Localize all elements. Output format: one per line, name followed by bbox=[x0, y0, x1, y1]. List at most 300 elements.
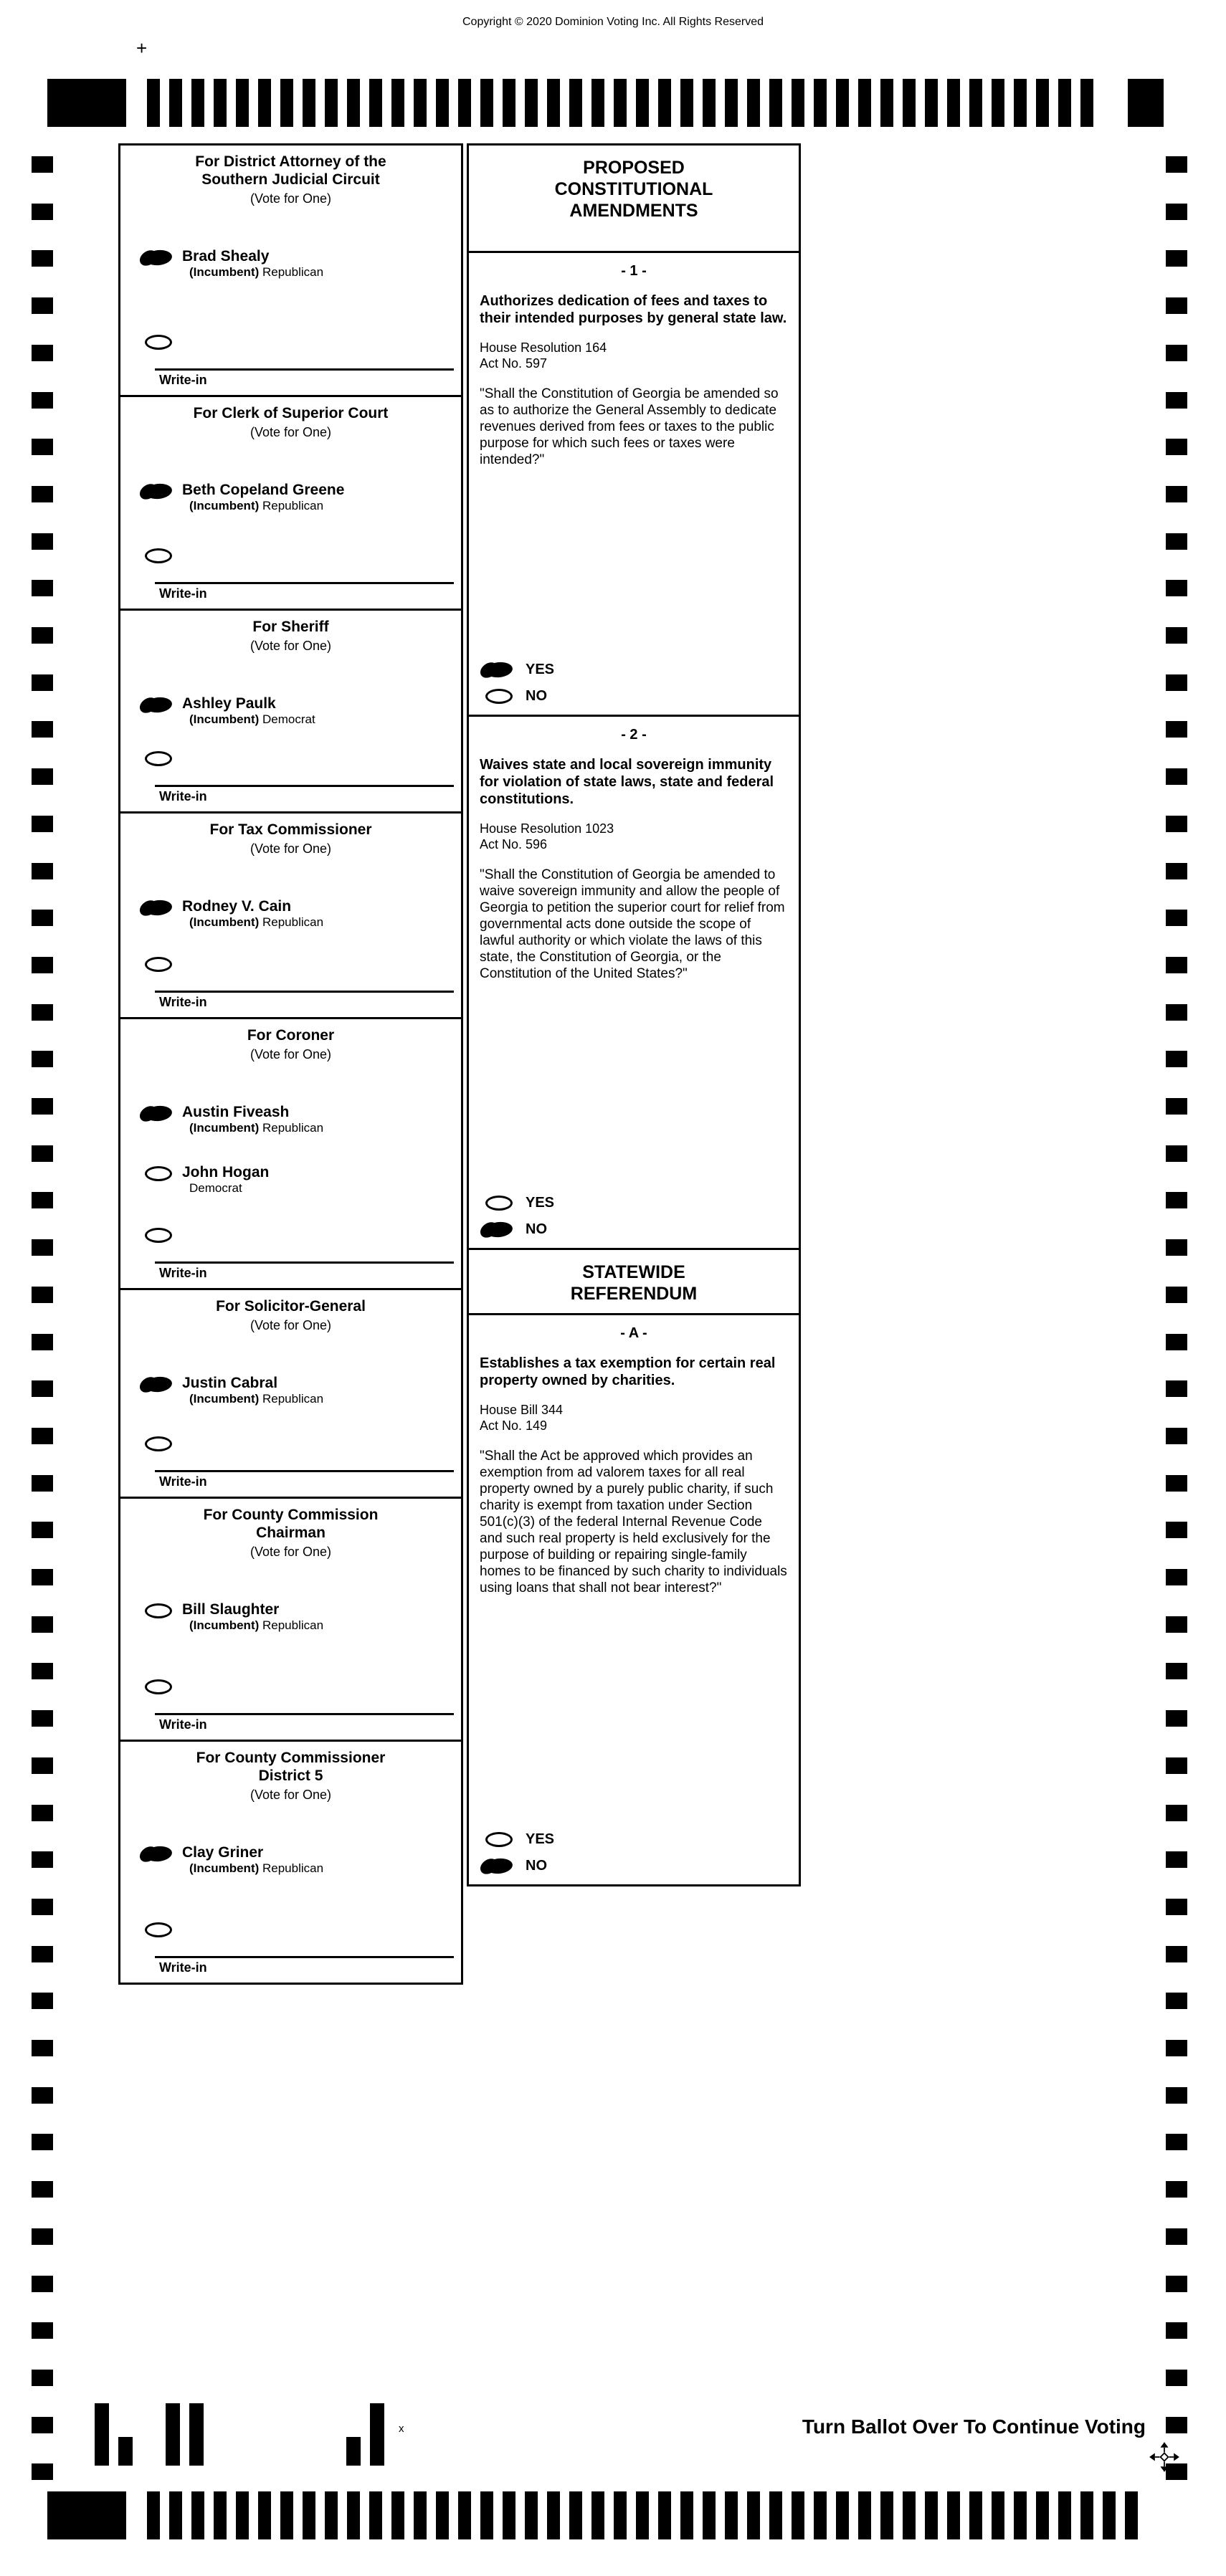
turn-ballot-over-notice: Turn Ballot Over To Continue Voting bbox=[802, 2415, 1146, 2438]
timing-bar bbox=[503, 79, 515, 127]
measure-box bbox=[467, 251, 801, 717]
timing-bar bbox=[992, 2491, 1004, 2539]
registration-cross-icon bbox=[1149, 2441, 1180, 2473]
contest-title: For Coroner bbox=[247, 1027, 335, 1044]
measure-summary: Authorizes dedication of fees and taxes to their intended purposes by general state law. bbox=[480, 293, 787, 326]
yes-label: YES bbox=[526, 1831, 555, 1847]
contest-title: For Solicitor-General bbox=[216, 1298, 366, 1315]
bottom-timing-marks bbox=[0, 2491, 1226, 2539]
measure-question: "Shall the Constitution of Georgia be amended to waive sovereign immunity and allow the people of Georgia to petition the superior court for relief from governmental acts done outside the scope of lawful authority or which violate the laws of this state, the Constitution of Georgia, or the Constitution of the United States?" bbox=[480, 867, 785, 981]
measure-summary: Waives state and local sovereign immunity for violation of state laws, state and federal constitutions. bbox=[480, 757, 774, 807]
timing-bar bbox=[836, 79, 849, 127]
candidate-name: Ashley Paulk bbox=[182, 695, 276, 712]
timing-bar bbox=[992, 79, 1004, 127]
write-in-line[interactable] bbox=[155, 1956, 454, 1958]
write-in-line[interactable] bbox=[155, 368, 454, 371]
empty-vote-oval[interactable] bbox=[145, 548, 172, 563]
write-in-label: Write-in bbox=[159, 995, 207, 1009]
timing-square bbox=[1166, 721, 1187, 738]
timing-bar bbox=[636, 2491, 649, 2539]
contest-title: Southern Judicial Circuit bbox=[201, 171, 380, 188]
measure-reference-line: House Bill 344 bbox=[480, 1403, 564, 1417]
candidate-party: (Incumbent) Republican bbox=[189, 915, 324, 929]
timing-bar bbox=[280, 2491, 293, 2539]
timing-bar bbox=[391, 2491, 404, 2539]
empty-vote-oval[interactable] bbox=[145, 751, 172, 766]
timing-square bbox=[1166, 1522, 1187, 1538]
timing-square bbox=[1166, 580, 1187, 596]
timing-bar bbox=[414, 2491, 427, 2539]
timing-square bbox=[1166, 1004, 1187, 1021]
timing-square bbox=[1166, 1899, 1187, 1915]
candidate-party: (Incumbent) Republican bbox=[189, 499, 324, 512]
timing-square bbox=[1166, 768, 1187, 785]
timing-square bbox=[32, 1522, 53, 1538]
timing-bar bbox=[636, 79, 649, 127]
filled-vote-oval[interactable] bbox=[144, 899, 173, 917]
no-label: NO bbox=[526, 1858, 547, 1874]
timing-square bbox=[32, 486, 53, 502]
filled-vote-oval[interactable] bbox=[144, 1375, 173, 1393]
candidate-party: (Incumbent) Republican bbox=[189, 1392, 324, 1406]
timing-square bbox=[32, 1946, 53, 1962]
timing-square bbox=[1166, 439, 1187, 455]
contest-title: Chairman bbox=[256, 1525, 325, 1541]
timing-square bbox=[1166, 1993, 1187, 2009]
measure-reference bbox=[480, 340, 788, 371]
timing-square bbox=[32, 721, 53, 738]
timing-square bbox=[32, 910, 53, 926]
timing-bar bbox=[391, 79, 404, 127]
empty-vote-oval[interactable] bbox=[145, 1166, 172, 1181]
write-in-section bbox=[145, 1412, 454, 1489]
contest-box bbox=[118, 1017, 463, 1290]
incumbent-tag: (Incumbent) bbox=[189, 712, 262, 726]
timing-bar bbox=[1080, 79, 1093, 127]
contest-header bbox=[120, 1742, 461, 1803]
corner-x-mark: x bbox=[399, 2423, 404, 2435]
contest-box bbox=[118, 1740, 463, 1985]
vote-for-instruction: (Vote for One) bbox=[250, 841, 332, 856]
timing-bar bbox=[480, 2491, 493, 2539]
timing-square bbox=[32, 1616, 53, 1633]
timing-bar bbox=[769, 79, 782, 127]
timing-square bbox=[32, 2181, 53, 2198]
filled-vote-oval[interactable] bbox=[144, 482, 173, 500]
incumbent-tag: (Incumbent) bbox=[189, 1618, 262, 1632]
timing-bar bbox=[969, 2491, 982, 2539]
timing-square bbox=[1166, 2370, 1187, 2386]
timing-square bbox=[1166, 627, 1187, 644]
timing-square bbox=[32, 439, 53, 455]
measure-question: "Shall the Act be approved which provides an exemption from ad valorem taxes for all real property owned by a purely public charity, if such charity is exempt from taxation under Section 501(c)(3) of the federal Internal Revenue Code and such real property is held exclusively for the purpose of building or repairing single-family homes to be financed by such charity to individuals using loans that shall not bear interest?" bbox=[480, 1449, 787, 1595]
timing-square bbox=[1166, 1287, 1187, 1303]
empty-vote-oval[interactable] bbox=[485, 1832, 513, 1847]
write-in-line[interactable] bbox=[155, 1713, 454, 1715]
timing-square bbox=[32, 1334, 53, 1350]
candidate-party: (Incumbent) Republican bbox=[189, 1618, 324, 1632]
timing-square bbox=[32, 2370, 53, 2386]
measure-reference bbox=[480, 821, 788, 852]
timing-square bbox=[32, 674, 53, 691]
timing-square bbox=[1166, 345, 1187, 361]
timing-bar bbox=[325, 2491, 338, 2539]
section-header bbox=[467, 1248, 801, 1315]
timing-bar bbox=[280, 79, 293, 127]
write-in-line[interactable] bbox=[155, 1261, 454, 1264]
timing-square bbox=[32, 204, 53, 220]
write-in-line[interactable] bbox=[155, 991, 454, 993]
empty-vote-oval[interactable] bbox=[145, 1679, 172, 1694]
timing-square bbox=[32, 2040, 53, 2056]
section-header-line: STATEWIDE bbox=[582, 1262, 685, 1282]
candidate-party: Democrat bbox=[189, 1181, 242, 1195]
timing-square bbox=[1166, 1098, 1187, 1115]
timing-square bbox=[1166, 1051, 1187, 1067]
timing-bar bbox=[880, 2491, 893, 2539]
yes-row bbox=[485, 1831, 788, 1848]
candidate-row bbox=[145, 1104, 461, 1135]
timing-bar bbox=[147, 2491, 160, 2539]
filled-vote-oval[interactable] bbox=[485, 661, 513, 679]
timing-square bbox=[32, 1663, 53, 1679]
timing-square bbox=[1166, 2134, 1187, 2150]
measure-reference-line: House Resolution 164 bbox=[480, 340, 607, 355]
timing-square bbox=[32, 768, 53, 785]
incumbent-tag: (Incumbent) bbox=[189, 1121, 262, 1135]
candidate-info bbox=[182, 898, 323, 930]
timing-bar bbox=[747, 2491, 760, 2539]
yes-label: YES bbox=[526, 1195, 555, 1211]
section-header-line: CONSTITUTIONAL bbox=[554, 179, 713, 199]
timing-square bbox=[1166, 1428, 1187, 1444]
timing-bar bbox=[1036, 2491, 1049, 2539]
candidate-row bbox=[145, 695, 461, 727]
measure-number: - 2 - bbox=[621, 727, 647, 743]
timing-bar bbox=[1014, 2491, 1027, 2539]
empty-vote-oval[interactable] bbox=[145, 1922, 172, 1937]
timing-square bbox=[1166, 1805, 1187, 1821]
timing-square bbox=[1166, 1192, 1187, 1208]
timing-bar bbox=[769, 2491, 782, 2539]
timing-square bbox=[1166, 392, 1187, 409]
top-timing-marks bbox=[0, 79, 1226, 127]
timing-square bbox=[1166, 2181, 1187, 2198]
timing-square bbox=[32, 297, 53, 314]
timing-square bbox=[1166, 2276, 1187, 2292]
candidate-party: (Incumbent) Democrat bbox=[189, 712, 315, 726]
timing-square bbox=[32, 957, 53, 973]
no-row bbox=[485, 1221, 788, 1238]
measure-reference-line: Act No. 597 bbox=[480, 356, 548, 371]
timing-square bbox=[32, 1098, 53, 1115]
timing-bar bbox=[680, 79, 693, 127]
timing-square bbox=[32, 345, 53, 361]
contest-box bbox=[118, 811, 463, 1019]
alignment-plus-mark: + bbox=[136, 37, 148, 59]
timing-bar bbox=[258, 79, 271, 127]
contest-title: For County Commission bbox=[203, 1507, 379, 1523]
timing-square bbox=[1166, 957, 1187, 973]
vote-for-instruction: (Vote for One) bbox=[250, 1047, 332, 1062]
timing-bar bbox=[1103, 2491, 1116, 2539]
timing-square bbox=[32, 1475, 53, 1492]
timing-bar bbox=[703, 79, 716, 127]
empty-vote-oval[interactable] bbox=[145, 957, 172, 972]
section-header-line: PROPOSED bbox=[583, 158, 685, 178]
contest-title: For District Attorney of the bbox=[195, 153, 386, 170]
timing-bar bbox=[458, 79, 471, 127]
no-row bbox=[485, 688, 788, 705]
candidate-info bbox=[182, 482, 344, 513]
filled-vote-oval[interactable] bbox=[144, 696, 173, 714]
candidate-name: Justin Cabral bbox=[182, 1375, 278, 1391]
incumbent-tag: (Incumbent) bbox=[189, 1861, 262, 1875]
empty-vote-oval[interactable] bbox=[145, 1603, 172, 1618]
write-in-label: Write-in bbox=[159, 1266, 207, 1280]
write-in-section bbox=[145, 932, 454, 1010]
timing-bar bbox=[903, 2491, 916, 2539]
write-in-line[interactable] bbox=[155, 1470, 454, 1472]
measure-number: - 1 - bbox=[621, 263, 647, 279]
timing-square bbox=[32, 2228, 53, 2245]
timing-square bbox=[1166, 1380, 1187, 1397]
timing-bar bbox=[925, 79, 938, 127]
incumbent-tag: (Incumbent) bbox=[189, 1392, 262, 1406]
timing-bar bbox=[191, 2491, 204, 2539]
write-in-section bbox=[145, 310, 454, 388]
code-bar bbox=[95, 2403, 109, 2466]
timing-bar bbox=[792, 79, 804, 127]
yes-no-block bbox=[480, 639, 788, 705]
contest-header bbox=[120, 814, 461, 857]
timing-bar bbox=[591, 2491, 604, 2539]
timing-square bbox=[32, 1710, 53, 1727]
timing-bar bbox=[458, 2491, 471, 2539]
candidate-name: Clay Griner bbox=[182, 1844, 264, 1861]
filled-vote-oval[interactable] bbox=[144, 1845, 173, 1863]
measure-reference-line: Act No. 149 bbox=[480, 1418, 548, 1433]
ballot-questions-column bbox=[467, 143, 801, 1886]
contest-header bbox=[120, 1019, 461, 1062]
vote-for-instruction: (Vote for One) bbox=[250, 1788, 332, 1802]
empty-vote-oval[interactable] bbox=[485, 1196, 513, 1211]
candidate-row bbox=[145, 1601, 461, 1633]
no-label: NO bbox=[526, 688, 547, 704]
timing-square bbox=[32, 250, 53, 267]
filled-vote-oval[interactable] bbox=[144, 249, 173, 267]
measure-summary: Establishes a tax exemption for certain real property owned by charities. bbox=[480, 1355, 776, 1388]
timing-bar bbox=[947, 2491, 960, 2539]
timing-square bbox=[1166, 1946, 1187, 1962]
timing-square bbox=[1166, 910, 1187, 926]
timing-bar bbox=[725, 79, 738, 127]
filled-vote-oval[interactable] bbox=[485, 1857, 513, 1875]
timing-bar bbox=[525, 2491, 538, 2539]
timing-bar bbox=[436, 2491, 449, 2539]
candidate-row bbox=[145, 248, 461, 280]
candidate-row bbox=[145, 482, 461, 513]
timing-square bbox=[1166, 1239, 1187, 1256]
candidate-name: Rodney V. Cain bbox=[182, 898, 292, 915]
measure-reference bbox=[480, 1402, 788, 1434]
candidate-row bbox=[145, 1844, 461, 1876]
timing-bar bbox=[147, 79, 160, 127]
timing-square bbox=[32, 1757, 53, 1774]
timing-bar bbox=[747, 79, 760, 127]
write-in-line[interactable] bbox=[155, 582, 454, 584]
timing-bar bbox=[347, 2491, 360, 2539]
timing-square bbox=[32, 1993, 53, 2009]
incumbent-tag: (Incumbent) bbox=[189, 499, 262, 512]
contest-title: For Tax Commissioner bbox=[209, 821, 372, 838]
contest-header bbox=[120, 397, 461, 440]
timing-square bbox=[32, 1569, 53, 1585]
timing-square bbox=[32, 2417, 53, 2433]
empty-vote-oval[interactable] bbox=[485, 689, 513, 704]
timing-bar bbox=[258, 2491, 271, 2539]
timing-square bbox=[1166, 297, 1187, 314]
contest-header bbox=[120, 1290, 461, 1333]
timing-bar bbox=[369, 2491, 382, 2539]
timing-bar bbox=[169, 79, 182, 127]
code-bar bbox=[166, 2403, 180, 2466]
timing-square bbox=[1166, 674, 1187, 691]
timing-square bbox=[1166, 2322, 1187, 2339]
timing-square bbox=[32, 1287, 53, 1303]
contest-box bbox=[118, 143, 463, 397]
timing-bar bbox=[169, 2491, 182, 2539]
timing-bar bbox=[725, 2491, 738, 2539]
write-in-section bbox=[145, 524, 454, 601]
measure-reference-line: Act No. 596 bbox=[480, 837, 548, 851]
timing-square bbox=[1166, 1145, 1187, 1162]
write-in-label: Write-in bbox=[159, 1960, 207, 1975]
code-bar bbox=[118, 2437, 133, 2466]
timing-bar bbox=[836, 2491, 849, 2539]
section-header bbox=[467, 143, 801, 253]
timing-bar bbox=[347, 79, 360, 127]
timing-bar bbox=[903, 79, 916, 127]
timing-square bbox=[1166, 863, 1187, 879]
timing-square bbox=[32, 1239, 53, 1256]
filled-vote-oval[interactable] bbox=[144, 1105, 173, 1122]
timing-bar bbox=[325, 79, 338, 127]
candidate-name: Austin Fiveash bbox=[182, 1104, 290, 1120]
candidate-info bbox=[182, 1601, 323, 1633]
timing-bar bbox=[658, 79, 671, 127]
timing-square bbox=[32, 580, 53, 596]
contest-box bbox=[118, 1288, 463, 1499]
timing-bar bbox=[1080, 2491, 1093, 2539]
timing-square bbox=[1166, 486, 1187, 502]
timing-square bbox=[1166, 156, 1187, 173]
timing-bar bbox=[858, 2491, 871, 2539]
empty-vote-oval[interactable] bbox=[145, 335, 172, 350]
timing-bar bbox=[214, 79, 227, 127]
no-label: NO bbox=[526, 1221, 547, 1237]
contest-header bbox=[120, 611, 461, 654]
timing-square bbox=[32, 2134, 53, 2150]
timing-bar bbox=[480, 79, 493, 127]
vote-for-instruction: (Vote for One) bbox=[250, 191, 332, 206]
timing-bar bbox=[814, 2491, 827, 2539]
write-in-section bbox=[145, 1898, 454, 1975]
candidate-party: (Incumbent) Republican bbox=[189, 1861, 324, 1875]
write-in-label: Write-in bbox=[159, 373, 207, 387]
incumbent-tag: (Incumbent) bbox=[189, 915, 262, 929]
timing-square bbox=[1166, 1569, 1187, 1585]
empty-vote-oval[interactable] bbox=[145, 1228, 172, 1243]
timing-bar bbox=[969, 79, 982, 127]
timing-square bbox=[1166, 533, 1187, 550]
timing-bar bbox=[880, 79, 893, 127]
no-row bbox=[485, 1858, 788, 1874]
timing-bar bbox=[703, 2491, 716, 2539]
timing-bar bbox=[658, 2491, 671, 2539]
empty-vote-oval[interactable] bbox=[145, 1436, 172, 1451]
yes-row bbox=[485, 662, 788, 678]
timing-bar bbox=[503, 2491, 515, 2539]
filled-vote-oval[interactable] bbox=[485, 1221, 513, 1239]
candidate-row bbox=[145, 1375, 461, 1406]
measure-box bbox=[467, 1313, 801, 1886]
write-in-line[interactable] bbox=[155, 785, 454, 787]
contest-box bbox=[118, 609, 463, 814]
candidate-info bbox=[182, 1844, 323, 1876]
contest-header bbox=[120, 146, 461, 206]
timing-square bbox=[1166, 1757, 1187, 1774]
timing-square bbox=[32, 1004, 53, 1021]
contest-title: For Clerk of Superior Court bbox=[193, 405, 389, 421]
candidate-info bbox=[182, 248, 323, 280]
timing-square bbox=[32, 1851, 53, 1868]
candidate-row bbox=[145, 898, 461, 930]
contest-title: For Sheriff bbox=[252, 619, 329, 635]
timing-square bbox=[32, 863, 53, 879]
yes-no-block bbox=[480, 1808, 788, 1874]
timing-bar bbox=[925, 2491, 938, 2539]
timing-bar bbox=[525, 79, 538, 127]
timing-square bbox=[1166, 1334, 1187, 1350]
candidate-info bbox=[182, 1104, 323, 1135]
timing-square bbox=[1166, 816, 1187, 832]
write-in-label: Write-in bbox=[159, 1717, 207, 1732]
timing-square bbox=[1166, 1663, 1187, 1679]
timing-square bbox=[32, 2322, 53, 2339]
timing-square bbox=[32, 2276, 53, 2292]
yes-no-block bbox=[480, 1172, 788, 1238]
timing-square bbox=[32, 392, 53, 409]
yes-label: YES bbox=[526, 662, 555, 677]
measure-question: "Shall the Constitution of Georgia be amended so as to authorize the General Assembly to dedicate revenues derived from fees or taxes to the public purpose for which such fees or taxes were intended?" bbox=[480, 386, 779, 467]
timing-square bbox=[32, 1805, 53, 1821]
vote-for-instruction: (Vote for One) bbox=[250, 1318, 332, 1332]
timing-square bbox=[32, 1145, 53, 1162]
timing-bar bbox=[1058, 2491, 1071, 2539]
timing-bar bbox=[214, 2491, 227, 2539]
code-bar bbox=[346, 2437, 361, 2466]
timing-bar bbox=[858, 79, 871, 127]
timing-bar bbox=[1036, 79, 1049, 127]
candidate-name: Brad Shealy bbox=[182, 248, 270, 264]
measure-box bbox=[467, 715, 801, 1250]
timing-square bbox=[1166, 1616, 1187, 1633]
timing-square bbox=[32, 2463, 53, 2480]
timing-block bbox=[1128, 79, 1164, 127]
timing-bar bbox=[569, 79, 582, 127]
timing-square bbox=[1166, 1851, 1187, 1868]
